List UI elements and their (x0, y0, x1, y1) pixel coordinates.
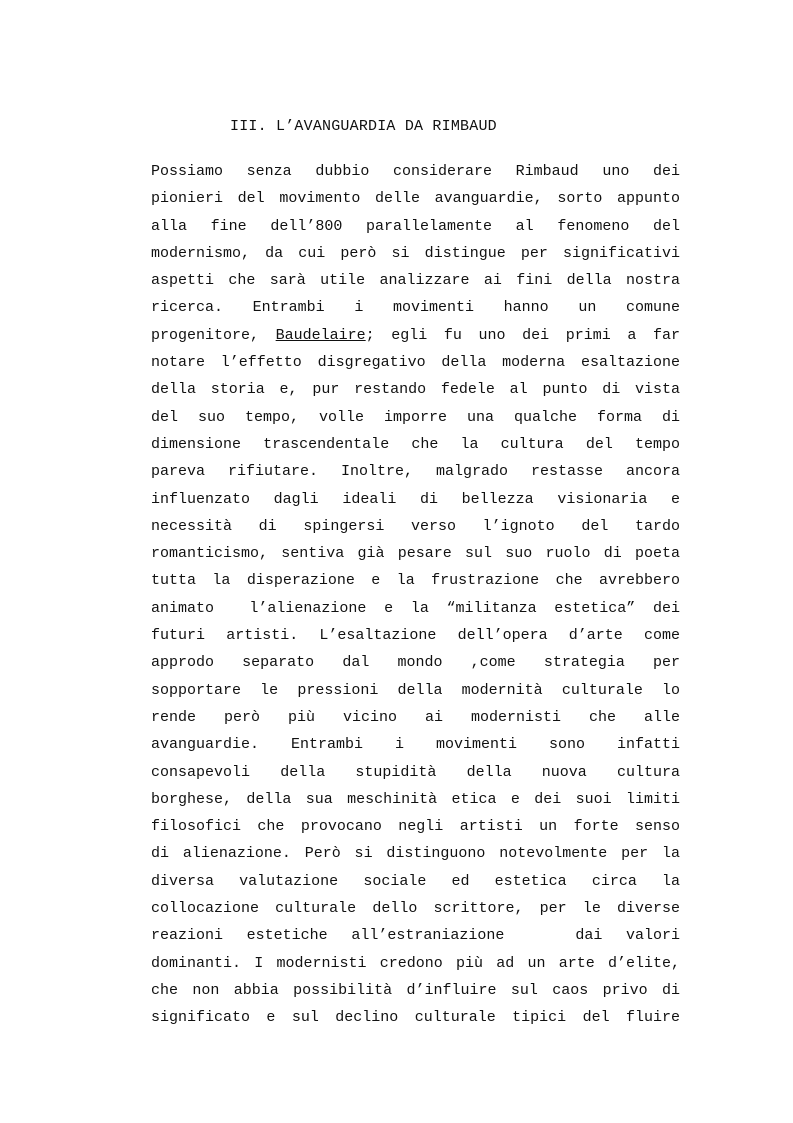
text-line: della storia e, pur restando fedele al punto di vista (151, 381, 680, 399)
text-line: alla fine dell’800 parallelamente al fenomeno del (151, 217, 680, 235)
body-paragraph (151, 162, 680, 1036)
text-line: romanticismo, sentiva già pesare sul suo ruolo di poeta (151, 545, 680, 563)
text-line: borghese, della sua meschinità etica e dei suoi limiti (151, 790, 680, 808)
text-line: notare l’effetto disgregativo della moderna esaltazione (151, 354, 680, 372)
text-line: collocazione culturale dello scrittore, per le diverse (151, 900, 680, 918)
text-line: del suo tempo, volle imporre una qualche forma di (151, 408, 680, 426)
text-line: Possiamo senza dubbio considerare Rimbaud uno dei (151, 163, 680, 180)
text-line: pionieri del movimento delle avanguardie, sorto appunto (151, 190, 680, 208)
text-line: dominanti. I modernisti credono più ad un arte d’elite, (151, 954, 680, 972)
text-line: significato e sul declino culturale tipici del fluire (151, 1009, 680, 1027)
text-line: diversa valutazione sociale ed estetica circa la (151, 872, 680, 890)
text-line: futuri artisti. L’esaltazione dell’opera d’arte come (151, 627, 680, 645)
text-fragment: progenitore, (151, 326, 276, 344)
baudelaire-link[interactable]: Baudelaire (275, 326, 366, 344)
text-line: che non abbia possibilità d’influire sul caos privo di (151, 981, 680, 999)
text-line: sopportare le pressioni della modernità culturale lo (151, 681, 680, 699)
text-line: ricerca. Entrambi i movimenti hanno un comune (151, 299, 680, 317)
text-line: animato l’alienazione e la “militanza estetica” dei (151, 599, 680, 617)
text-fragment: ; egli fu uno dei primi a far (365, 326, 680, 344)
text-line: necessità di spingersi verso l’ignoto del tardo (151, 517, 680, 535)
text-line: approdo separato dal mondo ,come strategia per (151, 654, 680, 672)
text-line: influenzato dagli ideali di bellezza visionaria e (151, 490, 680, 508)
text-line: di alienazione. Però si distinguono notevolmente per la (151, 845, 680, 863)
text-line: tutta la disperazione e la frustrazione che avrebbero (151, 572, 680, 590)
text-line: aspetti che sarà utile analizzare ai fini della nostra (151, 272, 680, 290)
text-line: rende però più vicino ai modernisti che alle (151, 708, 680, 726)
text-line: reazioni estetiche all’estraniazione dai valori (151, 927, 680, 945)
text-line: dimensione trascendentale che la cultura del tempo (151, 435, 680, 453)
text-line: modernismo, da cui però si distingue per significativi (151, 244, 680, 262)
text-line: avanguardie. Entrambi i movimenti sono infatti (151, 736, 680, 754)
text-line-with-link (151, 326, 680, 353)
text-line: consapevoli della stupidità della nuova cultura (151, 763, 680, 781)
text-line: pareva rifiutare. Inoltre, malgrado restasse ancora (151, 463, 680, 481)
text-line: filosofici che provocano negli artisti un forte senso (151, 818, 680, 836)
chapter-heading: III. L’AVANGUARDIA DA RIMBAUD (230, 118, 497, 135)
